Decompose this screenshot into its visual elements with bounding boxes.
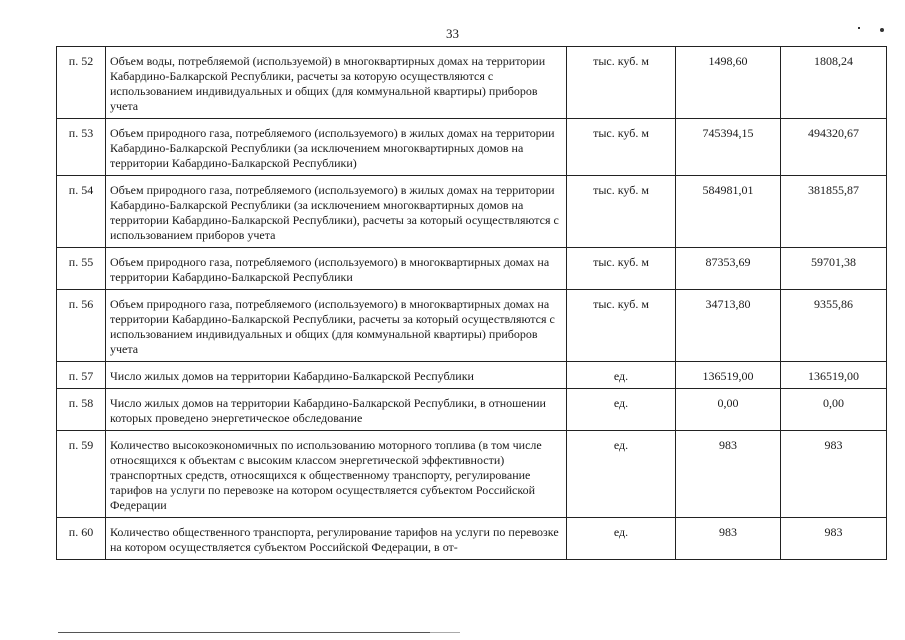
row-unit: ед.	[567, 362, 676, 389]
row-unit: тыс. куб. м	[567, 119, 676, 176]
row-value-2: 1808,24	[781, 47, 887, 119]
row-description: Объем воды, потребляемой (используемой) в многоквартирных домах на территории Кабардино-Балкарской Республики, расчеты за которую осуществляются с использованием индивидуальных и общих (для коммунальной квартиры) приборов учета	[106, 47, 567, 119]
indicators-table	[56, 46, 887, 560]
row-value-1: 983	[676, 431, 781, 518]
page-number: 33	[446, 26, 459, 41]
scan-speck	[858, 27, 860, 29]
row-description: Объем природного газа, потребляемого (используемого) в жилых домах на территории Кабардино-Балкарской Республики (за исключением многоквартирных домов на территории Кабардино-Балкарской Республики)	[106, 119, 567, 176]
row-number: п. 58	[57, 389, 106, 431]
row-value-1: 136519,00	[676, 362, 781, 389]
scan-speck	[880, 28, 884, 32]
row-value-1: 745394,15	[676, 119, 781, 176]
table-row	[57, 47, 887, 119]
row-unit: тыс. куб. м	[567, 47, 676, 119]
row-number: п. 53	[57, 119, 106, 176]
row-unit: тыс. куб. м	[567, 248, 676, 290]
row-description: Объем природного газа, потребляемого (используемого) в жилых домах на территории Кабардино-Балкарской Республики (за исключением многоквартирных домов на территории Кабардино-Балкарской Республики), расчеты за который осуществляются с использованием приборов учета	[106, 176, 567, 248]
row-description: Объем природного газа, потребляемого (используемого) в многоквартирных домах на территории Кабардино-Балкарской Республики, расчеты за который осуществляются с использованием индивидуальных и общих (для коммунальной квартиры) приборов учета	[106, 290, 567, 362]
row-description: Количество высокоэкономичных по использованию моторного топлива (в том числе относящихся к объектам с высоким классом энергетической эффективности) транспортных средств, относящихся к общественному транспорту, регулирование тарифов на услуги по перевозке на котором осуществляется субъектом Российской Федерации	[106, 431, 567, 518]
row-unit: ед.	[567, 431, 676, 518]
row-value-2: 381855,87	[781, 176, 887, 248]
table-row	[57, 119, 887, 176]
row-value-1: 983	[676, 518, 781, 560]
row-value-2: 136519,00	[781, 362, 887, 389]
row-number: п. 59	[57, 431, 106, 518]
row-description: Число жилых домов на территории Кабардино-Балкарской Республики	[106, 362, 567, 389]
row-value-2: 983	[781, 431, 887, 518]
table-row	[57, 518, 887, 560]
table-row	[57, 389, 887, 431]
footer-rule	[58, 632, 430, 633]
row-unit: ед.	[567, 518, 676, 560]
row-number: п. 56	[57, 290, 106, 362]
row-value-2: 0,00	[781, 389, 887, 431]
row-number: п. 54	[57, 176, 106, 248]
row-value-1: 0,00	[676, 389, 781, 431]
row-value-1: 1498,60	[676, 47, 781, 119]
table-row	[57, 362, 887, 389]
row-value-2: 9355,86	[781, 290, 887, 362]
row-unit: тыс. куб. м	[567, 290, 676, 362]
row-description: Объем природного газа, потребляемого (используемого) в многоквартирных домах на территории Кабардино-Балкарской Республики	[106, 248, 567, 290]
row-number: п. 55	[57, 248, 106, 290]
row-unit: тыс. куб. м	[567, 176, 676, 248]
row-number: п. 57	[57, 362, 106, 389]
row-value-1: 584981,01	[676, 176, 781, 248]
footer-rule-faint	[430, 632, 460, 633]
row-description: Количество общественного транспорта, регулирование тарифов на услуги по перевозке на котором осуществляется субъектом Российской Федерации, в от-	[106, 518, 567, 560]
row-number: п. 52	[57, 47, 106, 119]
row-unit: ед.	[567, 389, 676, 431]
row-value-2: 59701,38	[781, 248, 887, 290]
row-description: Число жилых домов на территории Кабардино-Балкарской Республики, в отношении которых проведено энергетическое обследование	[106, 389, 567, 431]
row-value-2: 983	[781, 518, 887, 560]
table-row	[57, 176, 887, 248]
row-value-2: 494320,67	[781, 119, 887, 176]
table-row	[57, 290, 887, 362]
row-value-1: 34713,80	[676, 290, 781, 362]
row-number: п. 60	[57, 518, 106, 560]
table-row	[57, 431, 887, 518]
row-value-1: 87353,69	[676, 248, 781, 290]
table-row	[57, 248, 887, 290]
